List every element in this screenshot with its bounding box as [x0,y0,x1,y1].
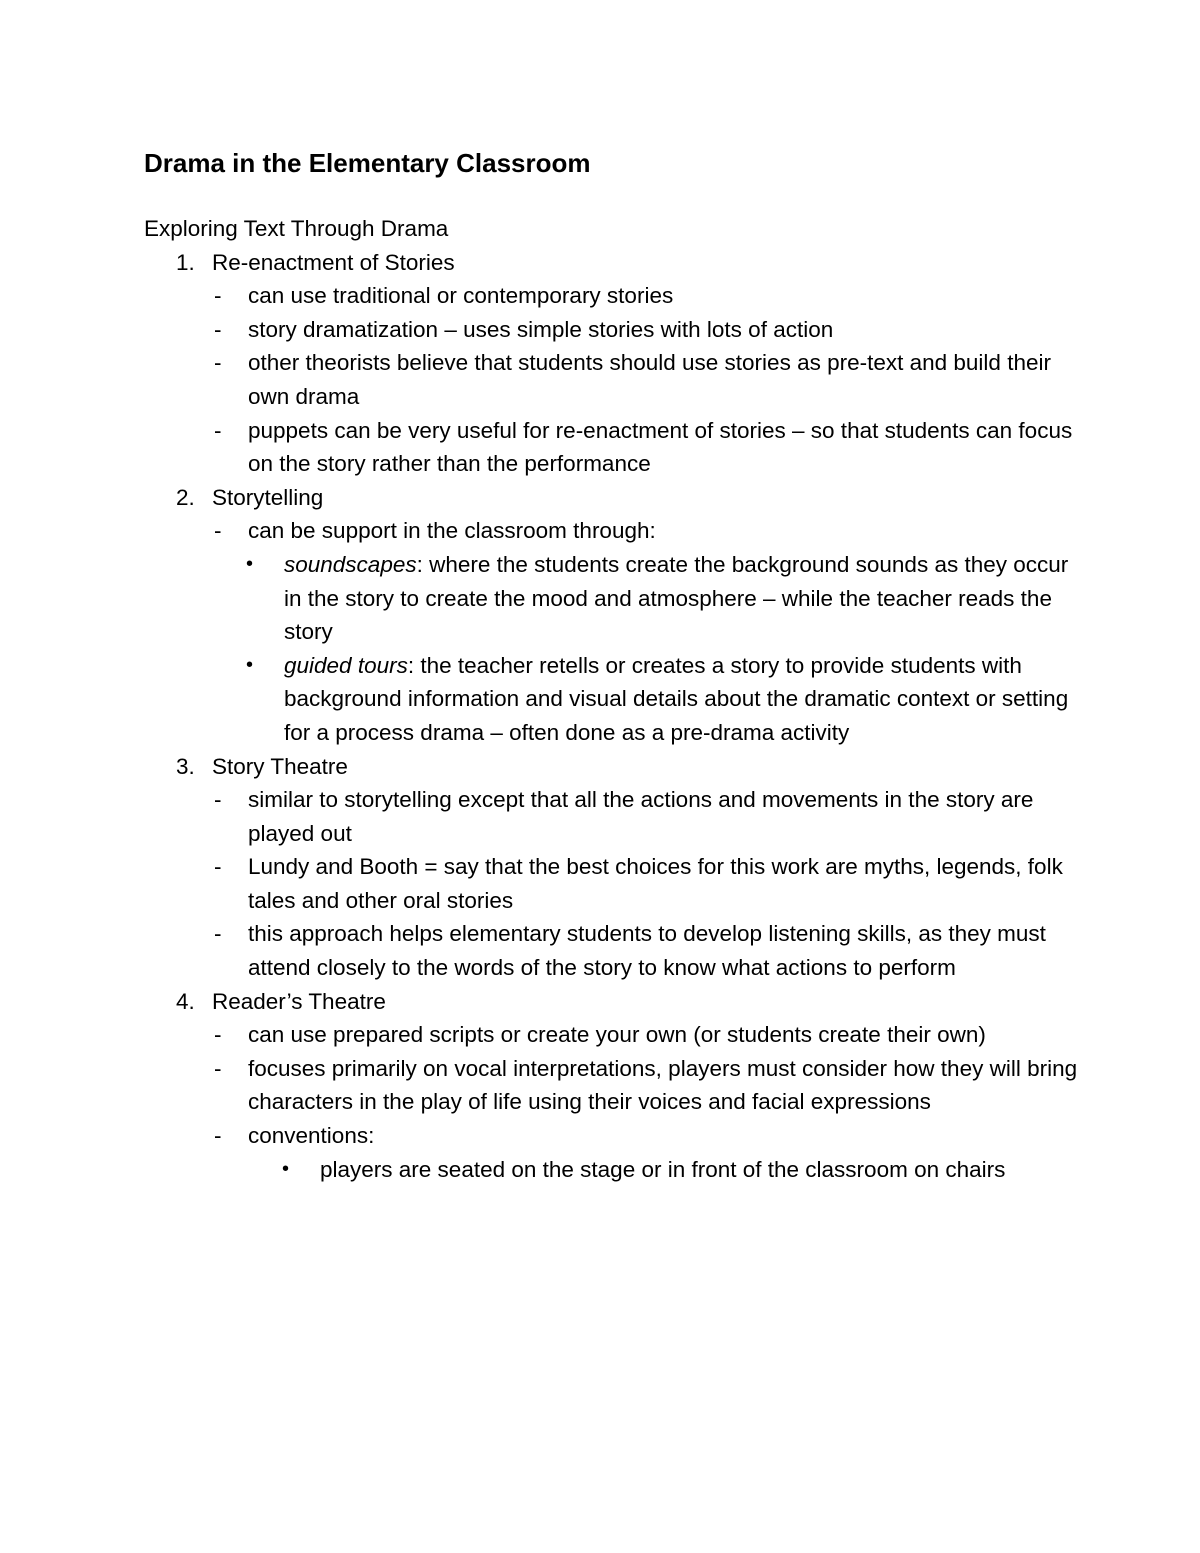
list-number: 1. [176,249,195,275]
list-number: 2. [176,484,195,510]
bullet-icon: • [246,653,254,676]
list-point [144,279,1084,313]
bullet-term: guided tours [284,652,408,678]
list-point-text: can be support in the classroom through: [248,518,656,544]
bullet-point-conventions [144,1153,1084,1187]
list-point [144,850,1084,917]
section-heading: Exploring Text Through Drama [144,216,449,241]
dash-marker: - [214,1123,222,1149]
document-body [144,212,1084,1186]
dash-marker: - [214,921,222,947]
dash-marker: - [214,316,222,342]
list-point [144,1052,1084,1119]
list-point [144,783,1084,850]
list-point-text: Lundy and Booth = say that the best choices for this work are myths, legends, folk tales and other oral stories [248,854,1063,913]
bullet-text: : where the students create the background sounds as they occur in the story to create the mood and atmosphere – while the teacher reads the story [284,551,1069,645]
list-item-title: Story Theatre [212,753,348,779]
list-item-reenactment [144,246,1084,280]
list-item-title: Storytelling [212,484,324,510]
list-point-text: focuses primarily on vocal interpretations, players must consider how they will bring characters in the play of life using their voices and facial expressions [248,1055,1078,1115]
list-point [144,313,1084,347]
list-point [144,1119,1084,1153]
bullet-icon: • [282,1157,290,1180]
list-point-text: story dramatization – uses simple stories with lots of action [248,316,834,342]
dash-marker: - [214,787,222,813]
list-item-story-theatre [144,750,1084,784]
list-point [144,1018,1084,1052]
list-point [144,514,1084,548]
dash-marker: - [214,350,222,376]
dash-marker: - [214,283,222,309]
list-item-readers-theatre [144,985,1084,1019]
bullet-text: : the teacher retells or creates a story to provide students with background information and visual details about the dramatic context or setting for a process drama – often done as a pre-drama activity [284,652,1069,745]
bullet-term: soundscapes [284,551,417,577]
dash-marker: - [214,518,222,544]
list-number: 3. [176,753,195,779]
list-point [144,414,1084,481]
dash-marker: - [214,417,222,443]
bullet-point-soundscapes [144,548,1084,649]
list-point-text: can use traditional or contemporary stories [248,283,674,309]
list-item-title: Re-enactment of Stories [212,249,455,275]
list-point [144,917,1084,984]
dash-marker: - [214,1022,222,1048]
bullet-text: players are seated on the stage or in front of the classroom on chairs [320,1156,1006,1182]
dash-marker: - [214,1055,222,1081]
list-item-storytelling [144,481,1084,515]
list-point-text: can use prepared scripts or create your own (or students create their own) [248,1022,986,1048]
list-number: 4. [176,988,195,1014]
bullet-icon: • [246,552,254,575]
list-point-text: similar to storytelling except that all the actions and movements in the story are played out [248,787,1034,846]
bullet-point-guided-tours [144,649,1084,750]
document-title: Drama in the Elementary Classroom [144,148,591,178]
list-point [144,346,1084,413]
list-point-text: puppets can be very useful for re-enactment of stories – so that students can focus on the story rather than the performance [248,417,1073,477]
list-point-text: other theorists believe that students should use stories as pre-text and build their own drama [248,350,1051,409]
list-point-text: conventions: [248,1123,375,1149]
dash-marker: - [214,854,222,880]
list-item-title: Reader’s Theatre [212,988,386,1014]
list-point-text: this approach helps elementary students to develop listening skills, as they must attend closely to the words of the story to know what actions to perform [248,921,1046,981]
